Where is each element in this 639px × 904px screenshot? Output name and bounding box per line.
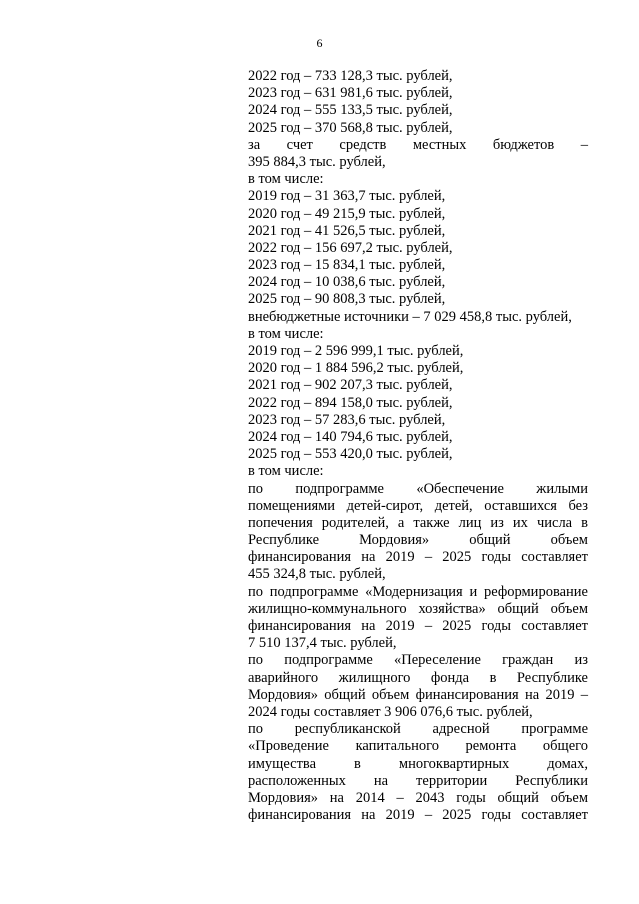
text-line: 2023 год – 15 834,1 тыс. рублей,: [248, 257, 446, 274]
text-line: попечения родителей, а также лиц из их числа в: [248, 514, 588, 531]
text-line: 2025 год – 90 808,3 тыс. рублей,: [248, 291, 446, 308]
text-line: по республиканской адресной программе: [248, 721, 588, 738]
text-line: финансирования на 2019 – 2025 годы составляет: [248, 618, 588, 634]
text-line: 2020 год – 49 215,9 тыс. рублей,: [248, 205, 446, 222]
text-line: «Проведение капитального ремонта общего: [248, 738, 588, 755]
text-line: 2020 год – 1 884 596,2 тыс. рублей,: [248, 360, 464, 377]
text-line: жилищно-коммунального хозяйства» общий объем: [248, 600, 588, 617]
text-line: 395 884,3 тыс. рублей,: [248, 153, 386, 170]
text-line: Мордовия» общий объем финансирования на 2019 –: [248, 686, 588, 703]
text-line: 2019 год – 2 596 999,1 тыс. рублей,: [248, 343, 464, 359]
text-line: 2022 год – 156 697,2 тыс. рублей,: [248, 239, 453, 256]
text-line: 2024 годы составляет 3 906 076,6 тыс. рублей,: [248, 703, 533, 720]
text-line: 2019 год – 31 363,7 тыс. рублей,: [248, 188, 446, 205]
text-line: 2024 год – 140 794,6 тыс. рублей,: [248, 428, 453, 445]
text-line: по подпрограмме «Переселение граждан из: [248, 652, 588, 669]
text-line: 455 324,8 тыс. рублей,: [248, 566, 386, 583]
page-number: 6: [316, 36, 323, 50]
text-line: в том числе:: [248, 325, 324, 342]
document-body: [248, 68, 588, 824]
text-line: финансирования на 2019 – 2025 годы составляет: [248, 807, 588, 824]
text-line: внебюджетные источники – 7 029 458,8 тыс. рублей,: [248, 308, 572, 325]
text-line: по подпрограмме «Обеспечение жилыми: [248, 480, 588, 497]
text-line: 2025 год – 553 420,0 тыс. рублей,: [248, 446, 453, 463]
text-line: Мордовия» на 2014 – 2043 годы общий объем: [248, 789, 588, 806]
text-line: по подпрограмме «Модернизация и реформирование: [248, 583, 588, 600]
text-line: в том числе:: [248, 463, 324, 480]
text-line: Республике Мордовия» общий объем: [248, 532, 588, 549]
text-line: 2023 год – 631 981,6 тыс. рублей,: [248, 85, 453, 102]
text-line: в том числе:: [248, 171, 324, 188]
text-line: финансирования на 2019 – 2025 годы составляет: [248, 549, 588, 566]
text-line: 2021 год – 902 207,3 тыс. рублей,: [248, 377, 453, 394]
text-line: помещениями детей-сирот, детей, оставшихся без: [248, 497, 588, 514]
text-line: 2023 год – 57 283,6 тыс. рублей,: [248, 411, 446, 428]
text-line: за счет средств местных бюджетов –: [248, 136, 588, 153]
text-line: 2022 год – 894 158,0 тыс. рублей,: [248, 394, 453, 411]
text-line: 2024 год – 10 038,6 тыс. рублей,: [248, 274, 446, 291]
text-line: 2025 год – 370 568,8 тыс. рублей,: [248, 119, 453, 136]
text-line: аварийного жилищного фонда в Республике: [248, 669, 588, 686]
text-line: 2024 год – 555 133,5 тыс. рублей,: [248, 102, 453, 119]
text-line: 2021 год – 41 526,5 тыс. рублей,: [248, 222, 446, 239]
text-line: 2022 год – 733 128,3 тыс. рублей,: [248, 68, 453, 84]
text-line: имущества в многоквартирных домах,: [248, 755, 588, 772]
text-line: 7 510 137,4 тыс. рублей,: [248, 635, 397, 652]
text-line: расположенных на территории Республики: [248, 772, 588, 789]
